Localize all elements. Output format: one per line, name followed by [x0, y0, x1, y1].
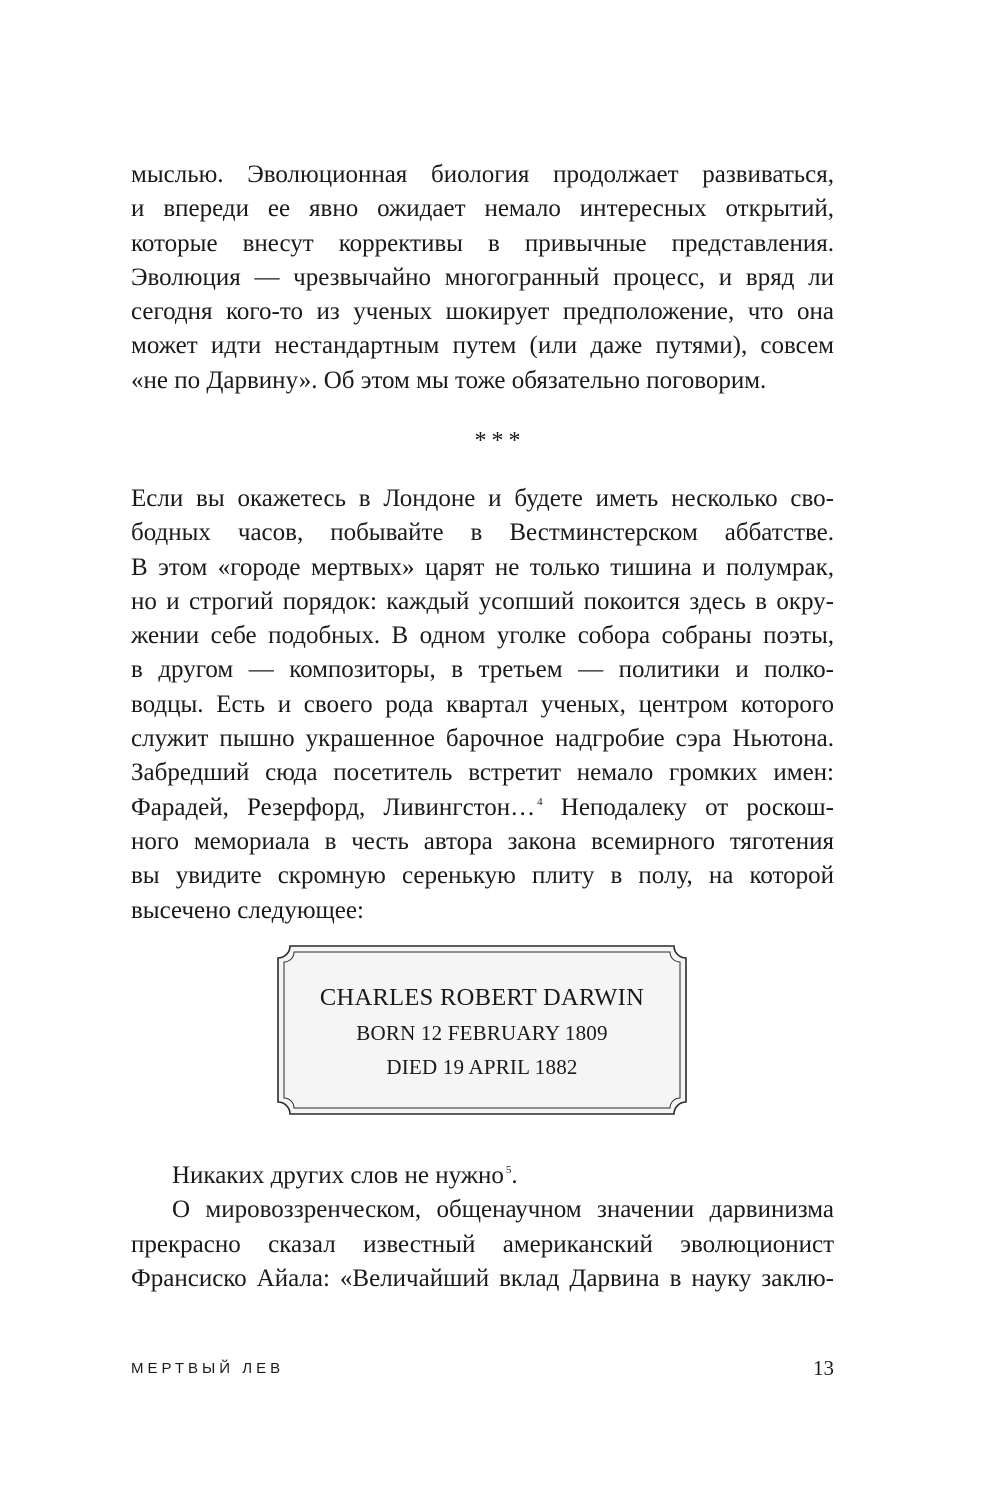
text-line: водцы. Есть и своего рода квартал ученых, центром которого — [131, 690, 834, 718]
gravestone-plaque — [276, 944, 688, 1116]
paragraph-3 — [131, 1159, 834, 1296]
text-line: сегодня кого-то из ученых шокирует предположение, что она — [131, 298, 834, 326]
text-line: ного мемориала в честь автора закона всемирного тяготения — [131, 827, 834, 855]
text-line: мыслью. Эволюционная биология продолжает развиваться, — [131, 161, 834, 188]
text-line: бодных часов, побывайте в Вестминстерском аббатстве. — [131, 519, 834, 547]
text-line: В этом «городе мертвых» царят не только тишина и полумрак, — [131, 553, 834, 581]
text-fragment: Неподалеку от роскош- — [560, 793, 834, 821]
plaque-died: DIED 19 APRIL 1882 — [386, 1055, 578, 1079]
section-separator: *** — [474, 428, 526, 454]
text-line: высечено следующее: — [131, 896, 364, 924]
paragraph-2 — [131, 482, 834, 928]
text-line: но и строгий порядок: каждый усопший покоится здесь в окру- — [131, 587, 834, 615]
text-line: прекрасно сказал известный американский эволюционист — [131, 1230, 834, 1258]
text-fragment: . — [511, 1162, 518, 1189]
text-line: Если вы окажетесь в Лондоне и будете иметь несколько сво- — [131, 485, 834, 512]
text-line: которые внесут коррективы в привычные представления. — [131, 229, 834, 257]
text-line: служит пышно украшенное барочное надгробие сэра Ньютона. — [131, 725, 834, 753]
text-line: жении себе подобных. В одном уголке собора собраны поэты, — [131, 622, 834, 650]
footnote-ref-5[interactable]: 5 — [505, 1164, 512, 1176]
page-number: 13 — [813, 1356, 834, 1380]
text-line: Эволюция — чрезвычайно многогранный процесс, и вряд ли — [131, 263, 834, 291]
plaque-name: CHARLES ROBERT DARWIN — [319, 984, 645, 1011]
text-line: Забредший сюда посетитель встретит немало громких имен: — [131, 759, 834, 787]
text-fragment: Фарадей, Резерфорд, Ливингстон… — [131, 793, 536, 821]
footnote-ref-4[interactable]: 4 — [537, 795, 543, 808]
running-head: МЕРТВЫЙ ЛЕВ — [131, 1360, 285, 1377]
text-line: может идти нестандартным путем (или даже путями), совсем — [131, 332, 834, 360]
text-line: Франсиско Айала: «Величайший вклад Дарвина в науку заклю- — [131, 1264, 834, 1292]
text-line-with-footnote — [131, 791, 834, 825]
text-line: в другом — композиторы, в третьем — политики и полко- — [131, 656, 834, 684]
text-line: и впереди ее явно ожидает немало интересных открытий, — [131, 195, 834, 223]
plaque-born: BORN 12 FEBRUARY 1809 — [356, 1021, 608, 1045]
text-line: О мировоззренческом, общенаучном значении дарвинизма — [172, 1196, 834, 1224]
paragraph-1 — [131, 158, 834, 398]
text-line-with-footnote — [131, 1159, 834, 1193]
text-fragment: Никаких других слов не нужно — [172, 1162, 504, 1189]
text-line: «не по Дарвину». Об этом мы тоже обязательно поговорим. — [131, 366, 767, 394]
text-line: вы увидите скромную серенькую плиту в полу, на которой — [131, 862, 834, 890]
